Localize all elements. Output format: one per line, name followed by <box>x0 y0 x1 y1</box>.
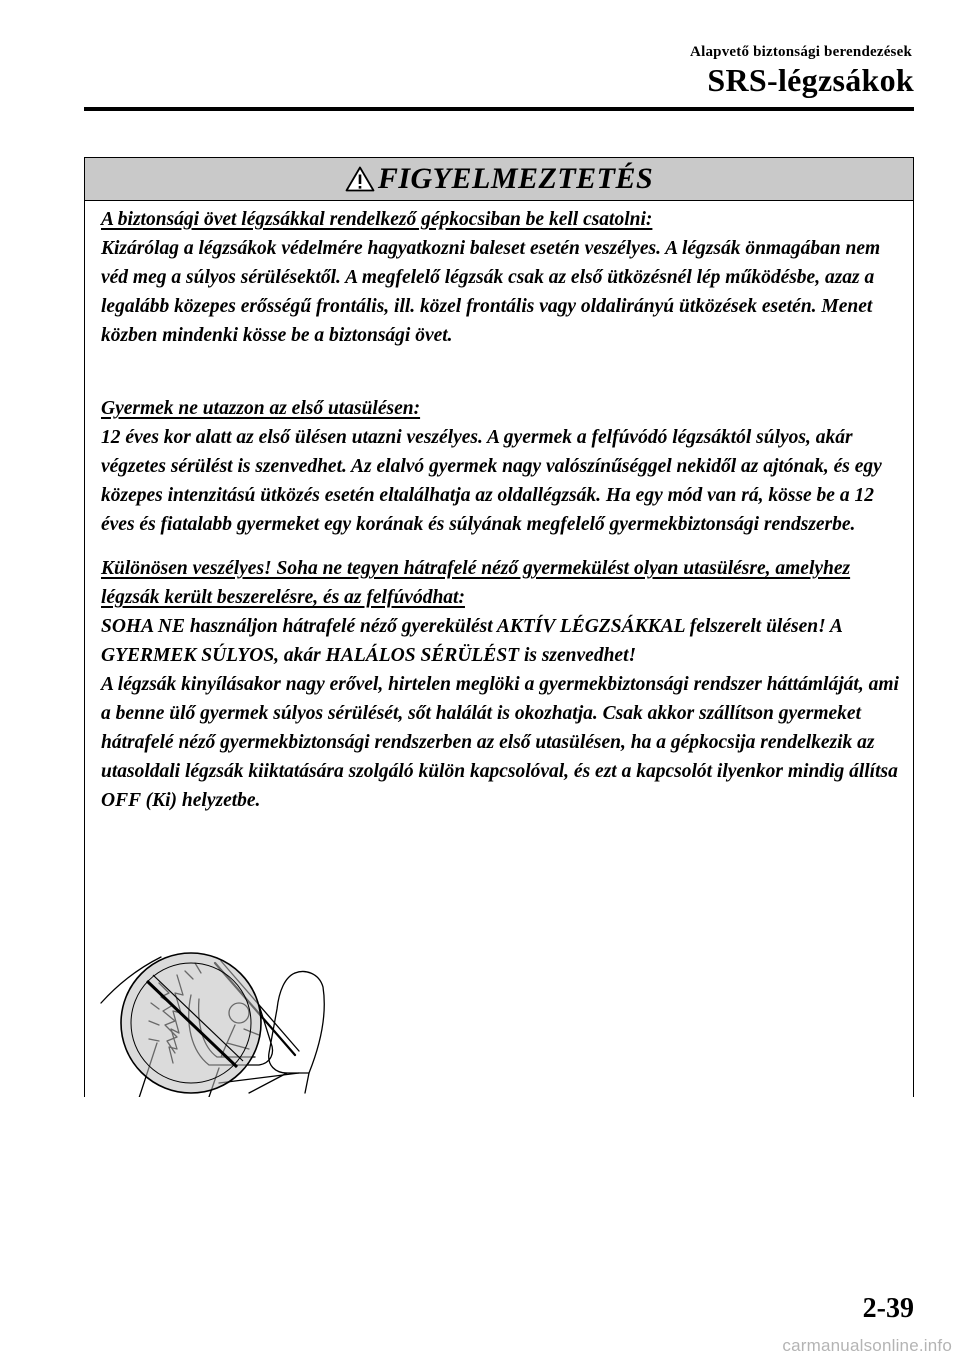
rear-facing-seat-prohibited-illustration <box>99 933 339 1097</box>
section-title: Alapvető biztonsági berendezések <box>690 44 912 60</box>
page-number: 2-39 <box>862 1293 914 1324</box>
seatbelt-heading: A biztonsági övet légzsákkal rendelkező gépkocsiban be kell csatolni: <box>101 209 653 230</box>
header-divider <box>84 107 914 111</box>
seatbelt-text: Kizárólag a légzsákok védelmére hagyatkozni baleset esetén veszélyes. A légzsák önmagában nem véd meg a súlyos sérülésektől. A megfelelő légzsák csak az első ütközésnél lép működésbe, azaz a legalább közepes erősségű frontális, ill. közel frontális vagy oldalirányú ütközések esetén. Menet közben mindenki kösse be a biztonsági övet. <box>101 238 881 346</box>
warning-body <box>101 205 899 815</box>
page-title: SRS-légzsákok <box>707 62 914 98</box>
warning-box <box>84 157 914 1097</box>
warning-header <box>85 157 913 201</box>
rear-facing-text-detail: A légzsák kinyílásakor nagy erővel, hirtelen meglöki a gyermekbiztonsági rendszer háttámláját, ami a benne ülő gyermek súlyos sérülését, sőt halálát is okozhatja. Csak akkor szállítson gyermeket hátrafelé néző gyermekbiztonsági rendszerben az első utasülésen, ha a gépkocsija rendelkezik az utasoldali légzsák kiiktatására szolgáló külön kapcsolóval, és ezt a kapcsolót ilyenkor mindig állítsa OFF (Ki) helyzetbe. <box>101 674 899 811</box>
rear-facing-heading: Különösen veszélyes! Soha ne tegyen hátrafelé néző gyermekülést olyan utasülésre, amelyhez légzsák került beszerelésre, és az felfúvódhat: <box>101 558 851 608</box>
warning-triangle-icon <box>345 166 375 192</box>
child-seat-heading: Gyermek ne utazzon az első utasülésen: <box>101 398 421 419</box>
rear-facing-text: SOHA NE használjon hátrafelé néző gyerekülést AKTÍV LÉGZSÁKKAL felszerelt ülésen! A GYERMEK SÚLYOS, akár HALÁLOS SÉRÜLÉST is szenvedhet! <box>101 616 842 666</box>
child-seat-text: 12 éves kor alatt az első ülésen utazni veszélyes. A gyermek a felfúvódó légzsáktól súlyos, akár végzetes sérülést is szenvedhet. Az elalvó gyermek nagy valószínűséggel nekidől az ajtónak, és egy közepes intenzitású ütközés esetén eltalálhatja az oldallégzsák. Ha egy mód van rá, kösse be a 12 éves és fiatalabb gyermeket egy korának és súlyának megfelelő gyermekbiztonsági rendszerbe. <box>101 427 882 535</box>
warning-title: FIGYELMEZTETÉS <box>377 162 654 195</box>
watermark-text: carmanualsonline.info <box>782 1336 952 1355</box>
